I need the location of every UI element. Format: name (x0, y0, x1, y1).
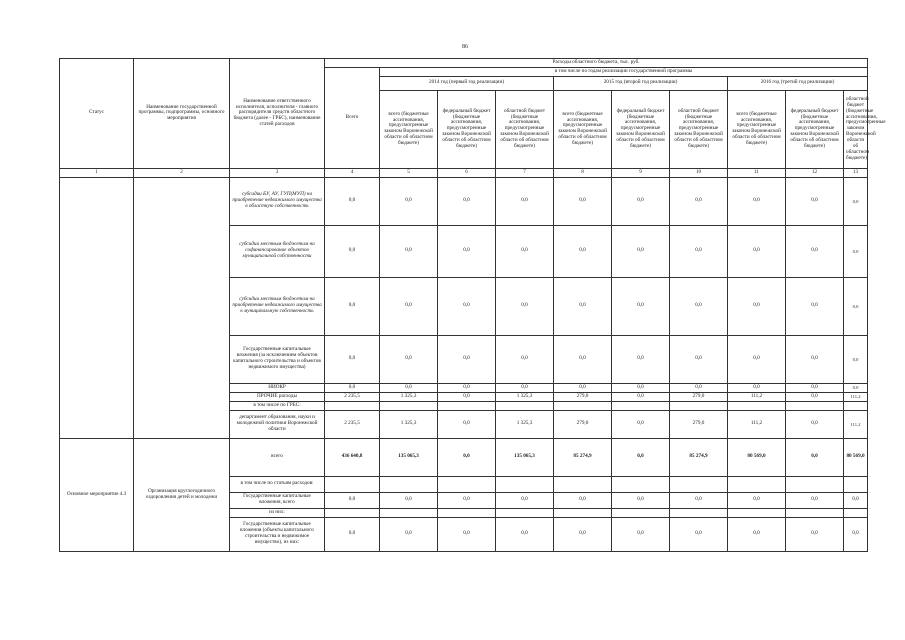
row-value: 0,0 (380, 335, 438, 383)
row-value-empty (325, 476, 380, 492)
row-value: 0,0 (844, 277, 868, 335)
row-value: 0,0 (438, 335, 496, 383)
row-value: 0,0 (612, 225, 670, 277)
header-regional-col: областной бюджет (бюджетные ассигнования, предусмотренные законом Воронежской области об областном бюджете) (670, 90, 728, 168)
header-all-col: всего (бюджетные ассигнования, предусмотренные законом Воронежской области об областном бюджете) (554, 90, 612, 168)
row-value: 0,0 (380, 517, 438, 551)
row-value: 0,0 (554, 177, 612, 225)
row-label: Государственные капитальные вложения (объекты капитального строительства и недвижимое имущество), из них: (230, 517, 325, 551)
row-value: 1 325,3 (380, 410, 438, 438)
row-value-empty (728, 476, 786, 492)
row-value: 1 325,3 (496, 392, 554, 401)
row-value: 111,2 (728, 392, 786, 401)
row-value (670, 401, 728, 410)
row-label: из них: (230, 508, 325, 517)
row-value: 0,0 (786, 517, 844, 551)
row-value: 0,0 (554, 517, 612, 551)
column-number: 3 (230, 168, 325, 177)
row-value (438, 401, 496, 410)
row-value: 0,0 (844, 492, 868, 508)
row-value (380, 401, 438, 410)
column-number: 12 (786, 168, 844, 177)
row-value: 0,0 (728, 335, 786, 383)
row-value: 0,0 (728, 517, 786, 551)
row-value: 0,0 (670, 383, 728, 392)
row-value: 0,0 (554, 383, 612, 392)
row-value: 0,0 (786, 277, 844, 335)
row-value: 0,0 (612, 438, 670, 476)
column-number: 8 (554, 168, 612, 177)
row-value (554, 401, 612, 410)
row-value: 0,0 (670, 225, 728, 277)
column-number: 4 (325, 168, 380, 177)
row-label: субсидии местным бюджетам на приобретение недвижимого имущества в муниципальную собственность (230, 277, 325, 335)
row-value: 0,0 (612, 277, 670, 335)
row-label: Государственные капитальные вложения, всего (230, 492, 325, 508)
row-value: 436 640,8 (325, 438, 380, 476)
row-value: 0,0 (380, 492, 438, 508)
header-federal-col: федеральный бюджет (бюджетные ассигнования, предусмотренные законом Воронежской области об областном бюджете) (786, 90, 844, 168)
row-value: 2 235,5 (325, 410, 380, 438)
row-value-empty (612, 508, 670, 517)
row-value-empty (380, 508, 438, 517)
table-row (60, 177, 868, 225)
program-cell (134, 177, 230, 438)
header-executor: Наименование ответственного исполнителя, исполнителя - главного распорядителя средств областного бюджета (далее - ГРБС), наименование статей расходов (230, 59, 325, 169)
page-number: 86 (462, 44, 468, 50)
status-cell (60, 177, 134, 438)
header-total: Всего (325, 67, 380, 168)
header-federal-col: федеральный бюджет (бюджетные ассигнования, предусмотренные законом Воронежской области об областном бюджете) (438, 90, 496, 168)
column-number: 5 (380, 168, 438, 177)
row-value-empty (554, 508, 612, 517)
row-value: 0,0 (438, 517, 496, 551)
header-federal-col: федеральный бюджет (бюджетные ассигнования, предусмотренные законом Воронежской области об областном бюджете) (612, 90, 670, 168)
row-value: 2 235,5 (325, 392, 380, 401)
row-value: 0,0 (554, 492, 612, 508)
row-value: 135 065,3 (380, 438, 438, 476)
main-event-status: Основное мероприятие 4.3 (60, 438, 134, 551)
row-value: 0,0 (496, 225, 554, 277)
row-value-empty (325, 508, 380, 517)
row-value: 1 325,3 (496, 410, 554, 438)
row-label: в том числе по статьям расходов: (230, 476, 325, 492)
row-label: в том числе по ГРБС: (230, 401, 325, 410)
row-value: 1 325,3 (380, 392, 438, 401)
header-year-1: 2014 год (первый год реализации) (380, 76, 554, 90)
row-value: 0,0 (612, 177, 670, 225)
row-value: 0,0 (325, 335, 380, 383)
row-value: 0,0 (670, 277, 728, 335)
row-value: 0,0 (844, 517, 868, 551)
budget-table (59, 58, 886, 552)
row-value: 279,0 (554, 410, 612, 438)
row-value (612, 401, 670, 410)
row-label: всего (230, 438, 325, 476)
main-event-name: Организация круглогодичного оздоровления детей и молодежи (134, 438, 230, 551)
column-number: 1 (60, 168, 134, 177)
row-value-empty (554, 476, 612, 492)
row-value: 0,0 (670, 492, 728, 508)
row-value: 279,0 (554, 392, 612, 401)
row-value-empty (496, 508, 554, 517)
row-value: 279,0 (670, 392, 728, 401)
header-budget-title: Расходы областного бюджета, тыс. руб. (325, 59, 868, 68)
row-value: 0,0 (438, 410, 496, 438)
row-value: 0,0 (786, 177, 844, 225)
row-value-empty (438, 508, 496, 517)
column-number: 10 (670, 168, 728, 177)
row-value: 0,0 (612, 410, 670, 438)
row-value (325, 401, 380, 410)
row-value: 0,0 (325, 177, 380, 225)
row-value: 279,0 (670, 410, 728, 438)
column-number: 9 (612, 168, 670, 177)
row-value: 0,0 (612, 492, 670, 508)
row-value: 0,0 (612, 335, 670, 383)
row-value: 0,0 (438, 492, 496, 508)
row-label: департамент образования, науки и молодежной политики Воронежской области (230, 410, 325, 438)
row-value: 0,0 (786, 410, 844, 438)
row-value: 0,0 (728, 383, 786, 392)
row-value: 111,2 (728, 410, 786, 438)
row-value: 0,0 (438, 177, 496, 225)
column-number: 6 (438, 168, 496, 177)
row-value: 0,0 (786, 225, 844, 277)
row-value: 0,0 (325, 492, 380, 508)
row-value: 0,0 (438, 438, 496, 476)
row-value: 0,0 (728, 225, 786, 277)
row-value: 0,0 (325, 225, 380, 277)
row-value-empty (786, 476, 844, 492)
row-value: 0,0 (786, 392, 844, 401)
row-value: 0,0 (844, 383, 868, 392)
row-label: Государственные капитальные вложения (за исключением объектов капитального строительства и объектов недвижимого имущества) (230, 335, 325, 383)
row-value: 0,0 (670, 517, 728, 551)
row-value: 0,0 (380, 277, 438, 335)
row-label: НИОКР (230, 383, 325, 392)
row-value: 0,0 (438, 277, 496, 335)
row-value-empty (728, 508, 786, 517)
header-regional-col: областной бюджет (бюджетные ассигнования, предусмотренные законом Воронежской области об областном бюджете) (496, 90, 554, 168)
header-all-col: всего (бюджетные ассигнования, предусмотренные законом Воронежской области об областном бюджете) (728, 90, 786, 168)
column-numbers-row (60, 168, 868, 177)
row-value: 0,0 (438, 392, 496, 401)
header-year-2: 2015 год (второй год реализации) (554, 76, 728, 90)
row-value: 0,0 (438, 383, 496, 392)
row-label: субсидии БУ, АУ, ГУП(МУП) на приобретение недвижимого имущества в областную собственность (230, 177, 325, 225)
row-value-empty (496, 476, 554, 492)
row-value: 0,0 (670, 335, 728, 383)
row-value: 0,0 (844, 177, 868, 225)
row-value: 0,0 (554, 225, 612, 277)
row-value: 0,0 (728, 177, 786, 225)
header-all-col: всего (бюджетные ассигнования, предусмотренные законом Воронежской области об областном бюджете) (380, 90, 438, 168)
row-value-empty (438, 476, 496, 492)
row-value: 0,0 (496, 177, 554, 225)
column-number: 13 (844, 168, 868, 177)
row-value: 0,0 (380, 177, 438, 225)
row-value: 0,0 (325, 277, 380, 335)
row-value-empty (844, 476, 868, 492)
row-value: 0,0 (612, 392, 670, 401)
row-value: 85 274,9 (670, 438, 728, 476)
row-value (496, 401, 554, 410)
row-value: 0,0 (496, 335, 554, 383)
row-value (728, 401, 786, 410)
row-value: 0,0 (786, 438, 844, 476)
row-value-empty (844, 508, 868, 517)
header-program-name: Наименование государственной программы, подпрограммы, основного мероприятия (134, 59, 230, 169)
row-value: 0,0 (844, 225, 868, 277)
row-value: 0,0 (670, 177, 728, 225)
row-value: 0,0 (380, 225, 438, 277)
row-value: 0,0 (496, 277, 554, 335)
row-value: 0,0 (844, 335, 868, 383)
row-value: 0,0 (438, 225, 496, 277)
row-value: 85 274,9 (554, 438, 612, 476)
row-value: 0,0 (786, 492, 844, 508)
header-by-years: в том числе по годам реализации государственной программы (380, 67, 868, 76)
row-value: 0,0 (496, 517, 554, 551)
row-value-empty (380, 476, 438, 492)
row-label: субсидии местным бюджетам на софинансирование объектов муниципальной собственности (230, 225, 325, 277)
row-value: 0,0 (496, 492, 554, 508)
row-value (844, 401, 868, 410)
row-value: 0,0 (786, 383, 844, 392)
row-value: 0,0 (728, 492, 786, 508)
row-value: 135 065,3 (496, 438, 554, 476)
row-value: 0,0 (612, 517, 670, 551)
header-status: Статус (60, 59, 134, 169)
row-value: 0,0 (554, 335, 612, 383)
row-value: 111,2 (844, 410, 868, 438)
header-year-3: 2016 год (третий год реализации) (728, 76, 868, 90)
row-value: 0,0 (380, 383, 438, 392)
row-value: 0,0 (325, 383, 380, 392)
row-value: 80 569,0 (728, 438, 786, 476)
row-value-empty (612, 476, 670, 492)
row-label: ПРОЧИЕ расходы (230, 392, 325, 401)
row-value: 0,0 (496, 383, 554, 392)
row-value: 111,2 (844, 392, 868, 401)
row-value: 0,0 (786, 335, 844, 383)
row-value-empty (670, 476, 728, 492)
header-regional-col: областной бюджет (бюджетные ассигнования, предусмотренные законом Воронежской области об областном бюджете) (844, 90, 868, 168)
row-value: 0,0 (554, 277, 612, 335)
row-value: 0,0 (325, 517, 380, 551)
column-number: 2 (134, 168, 230, 177)
row-value (786, 401, 844, 410)
row-value-empty (670, 508, 728, 517)
column-number: 11 (728, 168, 786, 177)
row-value: 80 569,0 (844, 438, 868, 476)
row-value-empty (786, 508, 844, 517)
column-number: 7 (496, 168, 554, 177)
row-value: 0,0 (612, 383, 670, 392)
row-value: 0,0 (728, 277, 786, 335)
table-row (60, 438, 868, 476)
